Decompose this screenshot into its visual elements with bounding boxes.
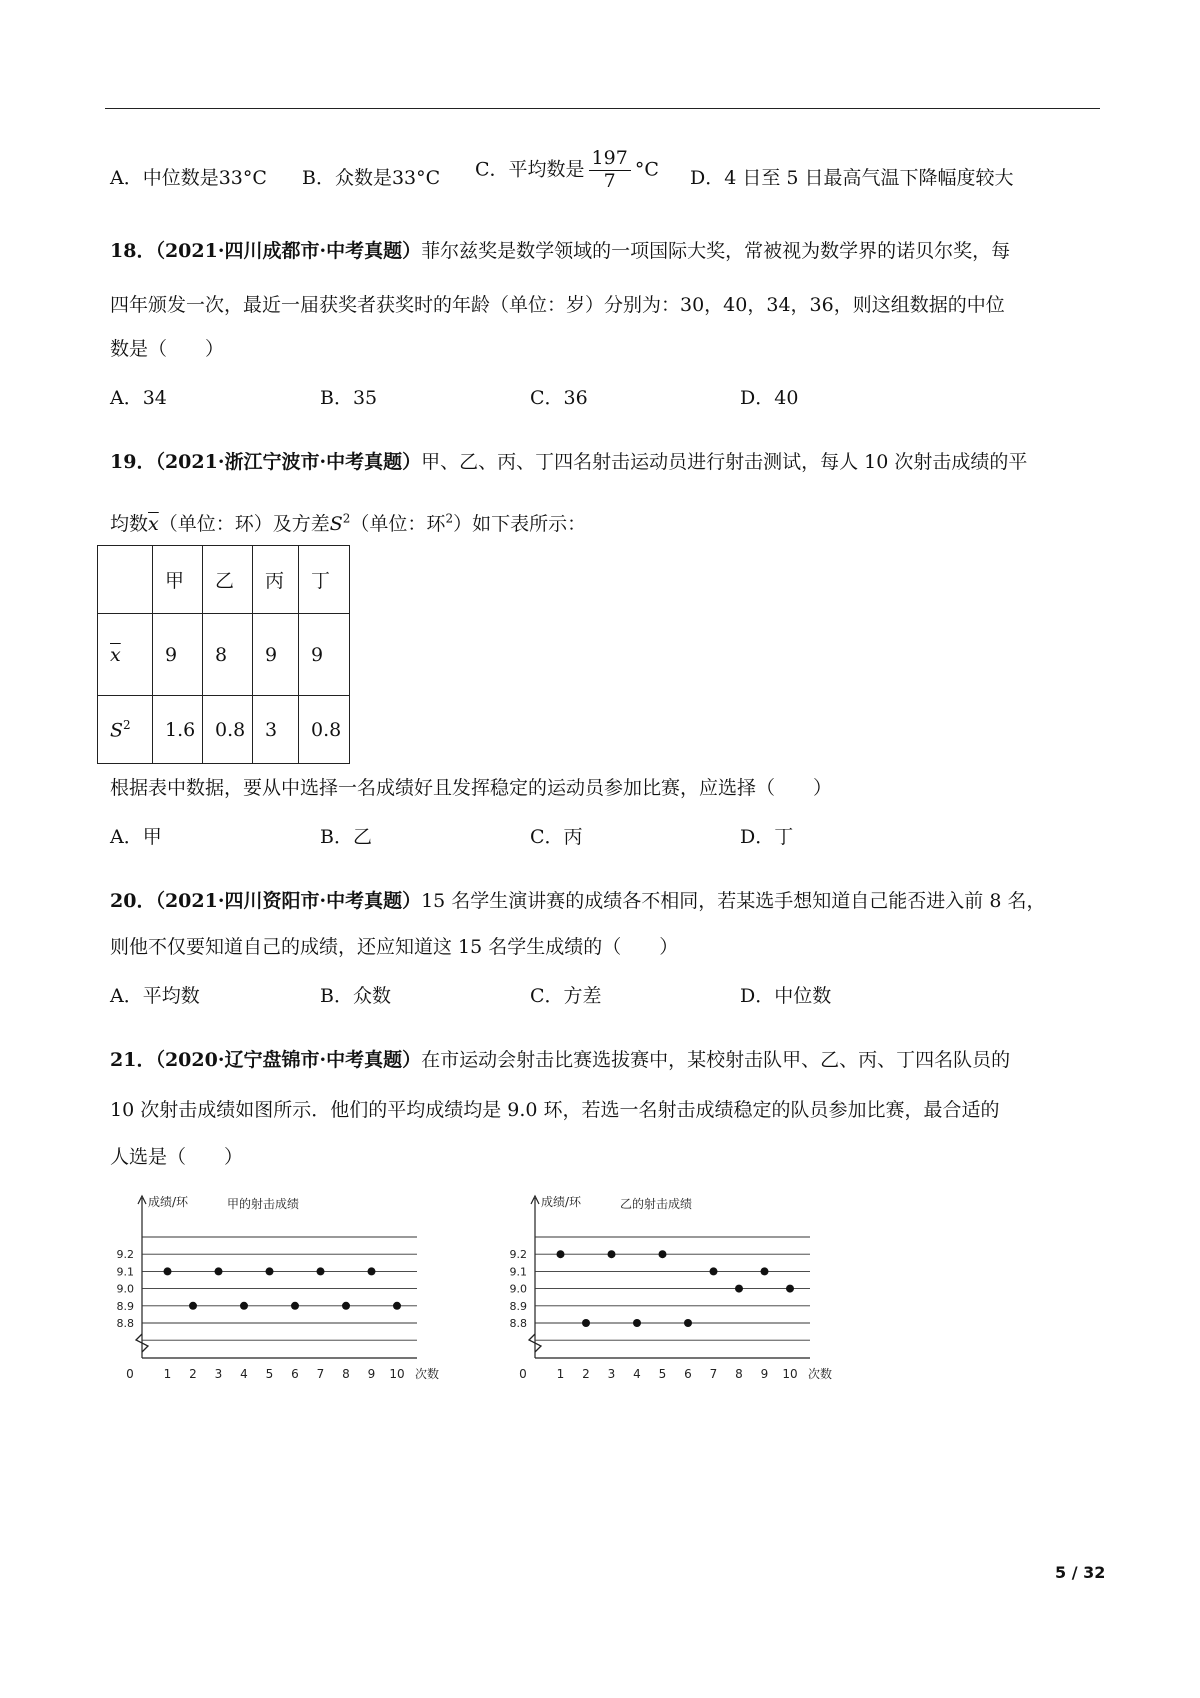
q19-line-2 xyxy=(110,509,586,536)
variance-symbol: S xyxy=(329,513,343,535)
x-tick-label: 10 xyxy=(782,1367,798,1381)
table-row-label xyxy=(98,696,153,764)
x-tick-label: 3 xyxy=(607,1367,616,1381)
q17-option-c xyxy=(475,148,659,193)
y-tick-label: 8.8 xyxy=(509,1317,527,1330)
q18-number: 18． xyxy=(110,240,156,262)
stats-table xyxy=(97,545,350,764)
q19-source: （2021·浙江宁波市·中考真题） xyxy=(155,451,422,473)
q19-option-d: D．丁 xyxy=(740,826,794,848)
table-cell: 9 xyxy=(299,614,350,696)
x-tick-label: 9 xyxy=(367,1367,376,1381)
q20-option-d: D．中位数 xyxy=(740,985,832,1007)
x-tick-label: 7 xyxy=(316,1367,325,1381)
table-header-row xyxy=(98,546,350,614)
variance-exponent: 2 xyxy=(123,717,131,732)
data-point xyxy=(317,1267,325,1275)
q19-text-2b: （单位：环）及方差 xyxy=(158,513,330,535)
q19-text-2d: ）如下表所示： xyxy=(453,513,587,535)
table-header-cell xyxy=(98,546,153,614)
variance-exponent: 2 xyxy=(342,511,351,526)
page-number: 5 / 32 xyxy=(1055,1563,1106,1582)
data-point xyxy=(215,1267,223,1275)
q19-text-2a: 均数 xyxy=(110,513,149,535)
q20-number: 20． xyxy=(110,890,156,912)
table-cell: 9 xyxy=(253,614,299,696)
data-point xyxy=(266,1267,274,1275)
x-tick-label: 4 xyxy=(633,1367,641,1381)
q19-option-b: B．乙 xyxy=(320,826,372,848)
q20-option-b: B．众数 xyxy=(320,985,391,1007)
table-cell: 3 xyxy=(253,696,299,764)
table-cell: 8 xyxy=(203,614,253,696)
data-point xyxy=(342,1302,350,1310)
q20-line-2: 则他不仅要知道自己的成绩，还应知道这 15 名学生成绩的（ ） xyxy=(110,936,679,958)
q17-option-c-prefix: C．平均数是 xyxy=(475,158,585,181)
table-cell: 0.8 xyxy=(299,696,350,764)
q21-number: 21． xyxy=(110,1049,156,1071)
x-tick-label: 0 xyxy=(519,1367,527,1381)
q17-option-a: A．中位数是33°C xyxy=(110,167,267,189)
x-tick-label: 9 xyxy=(760,1367,769,1381)
y-tick-label: 9.2 xyxy=(116,1248,134,1262)
q18-line-3: 数是（ ） xyxy=(110,338,225,360)
data-point xyxy=(368,1267,376,1275)
y-tick-label: 8.9 xyxy=(116,1299,134,1313)
q17-option-d: D．4 日至 5 日最高气温下降幅度较大 xyxy=(690,167,1014,189)
data-point xyxy=(582,1319,590,1327)
y-tick-label: 8.9 xyxy=(509,1299,527,1313)
q18-source: （2021·四川成都市·中考真题） xyxy=(155,240,422,262)
table-header-cell: 丙 xyxy=(253,546,299,614)
table-header-cell: 乙 xyxy=(203,546,253,614)
data-point xyxy=(659,1250,667,1258)
q19-line-1 xyxy=(110,447,1027,474)
chart-title: 甲的射击成绩 xyxy=(227,1197,300,1211)
table-header-cell: 甲 xyxy=(153,546,203,614)
q19-option-a: A．甲 xyxy=(110,826,162,848)
chart-jia-scores xyxy=(112,1190,452,1390)
data-point xyxy=(633,1319,641,1327)
x-axis-title: 次数 xyxy=(808,1367,833,1381)
table-cell: 1.6 xyxy=(153,696,203,764)
mean-symbol: $\overline{x}$ xyxy=(110,643,121,666)
q21-source: （2020·辽宁盘锦市·中考真题） xyxy=(155,1049,422,1071)
q19-text-1: 甲、乙、丙、丁四名射击运动员进行射击测试，每人 10 次射击成绩的平 xyxy=(421,451,1028,473)
table-cell: 9 xyxy=(153,614,203,696)
chart-title: 乙的射击成绩 xyxy=(620,1197,693,1211)
q18-option-b: B．35 xyxy=(320,387,378,409)
table-row-variance xyxy=(98,696,350,764)
q20-option-c: C．方差 xyxy=(530,985,602,1007)
q21-line-1 xyxy=(110,1045,1010,1072)
x-tick-label: 4 xyxy=(240,1367,248,1381)
q18-line-2: 四年颁发一次，最近一届获奖者获奖时的年龄（单位：岁）分别为：30，40，34，36，则这组数据的中位 xyxy=(110,294,1005,316)
x-tick-label: 6 xyxy=(684,1367,692,1381)
x-axis-title: 次数 xyxy=(415,1367,440,1381)
data-point xyxy=(189,1302,197,1310)
fraction-denominator: 7 xyxy=(603,169,616,192)
x-tick-label: 1 xyxy=(163,1367,172,1381)
fraction-numerator: 197 xyxy=(589,148,631,171)
x-tick-label: 8 xyxy=(342,1367,350,1381)
x-tick-label: 10 xyxy=(389,1367,405,1381)
mean-symbol: $\overline{x}$ xyxy=(148,513,159,535)
q19-question: 根据表中数据，要从中选择一名成绩好且发挥稳定的运动员参加比赛，应选择（ ） xyxy=(110,777,833,799)
q21-line-3: 人选是（ ） xyxy=(110,1146,244,1168)
q17-option-c-unit: °C xyxy=(634,158,659,181)
data-point xyxy=(240,1302,248,1310)
data-point xyxy=(164,1267,172,1275)
q19-text-2c: （单位：环 xyxy=(350,513,446,535)
table-row-label xyxy=(98,614,153,696)
x-tick-label: 5 xyxy=(658,1367,667,1381)
q19-number: 19． xyxy=(110,451,156,473)
q18-line-1 xyxy=(110,236,1010,263)
q19-option-c: C．丙 xyxy=(530,826,583,848)
table-row-mean xyxy=(98,614,350,696)
y-tick-label: 9.1 xyxy=(116,1265,134,1279)
x-tick-label: 5 xyxy=(265,1367,274,1381)
y-axis-title: 成绩/环 xyxy=(148,1195,189,1209)
x-tick-label: 3 xyxy=(214,1367,223,1381)
data-point xyxy=(557,1250,565,1258)
x-tick-label: 2 xyxy=(582,1367,590,1381)
q20-source: （2021·四川资阳市·中考真题） xyxy=(155,890,422,912)
y-tick-label: 9.1 xyxy=(509,1265,527,1279)
x-tick-label: 7 xyxy=(709,1367,718,1381)
x-tick-label: 1 xyxy=(556,1367,565,1381)
chart-yi-scores xyxy=(505,1190,845,1390)
q21-text-1: 在市运动会射击比赛选拔赛中，某校射击队甲、乙、丙、丁四名队员的 xyxy=(421,1049,1011,1071)
q17-option-b: B．众数是33°C xyxy=(302,167,441,189)
data-point xyxy=(684,1319,692,1327)
variance-symbol: S xyxy=(110,719,124,742)
y-tick-label: 9.2 xyxy=(509,1248,527,1262)
y-axis-title: 成绩/环 xyxy=(541,1195,582,1209)
x-tick-label: 2 xyxy=(189,1367,197,1381)
data-point xyxy=(710,1267,718,1275)
q20-line-1 xyxy=(110,886,1045,913)
data-point xyxy=(761,1267,769,1275)
q20-text-1: 15 名学生演讲赛的成绩各不相同，若某选手想知道自己能否进入前 8 名， xyxy=(421,890,1046,912)
q18-option-a: A．34 xyxy=(110,387,167,409)
q18-text-1: 菲尔兹奖是数学领域的一项国际大奖，常被视为数学界的诺贝尔奖，每 xyxy=(421,240,1011,262)
table-header-cell: 丁 xyxy=(299,546,350,614)
data-point xyxy=(786,1285,794,1293)
data-point xyxy=(291,1302,299,1310)
q20-option-a: A．平均数 xyxy=(110,985,200,1007)
y-tick-label: 8.8 xyxy=(116,1317,134,1330)
data-point xyxy=(608,1250,616,1258)
fraction xyxy=(589,148,631,193)
data-point xyxy=(735,1285,743,1293)
data-point xyxy=(393,1302,401,1310)
x-tick-label: 6 xyxy=(291,1367,299,1381)
table-cell: 0.8 xyxy=(203,696,253,764)
unit-exponent: 2 xyxy=(445,511,454,526)
q21-line-2: 10 次射击成绩如图所示．他们的平均成绩均是 9.0 环，若选一名射击成绩稳定的队员参加比赛，最合适的 xyxy=(110,1099,1000,1121)
y-tick-label: 9.0 xyxy=(116,1282,134,1296)
y-tick-label: 9.0 xyxy=(509,1282,527,1296)
x-tick-label: 8 xyxy=(735,1367,743,1381)
q18-option-c: C．36 xyxy=(530,387,588,409)
x-tick-label: 0 xyxy=(126,1367,134,1381)
header-rule xyxy=(105,108,1100,109)
q18-option-d: D．40 xyxy=(740,387,799,409)
